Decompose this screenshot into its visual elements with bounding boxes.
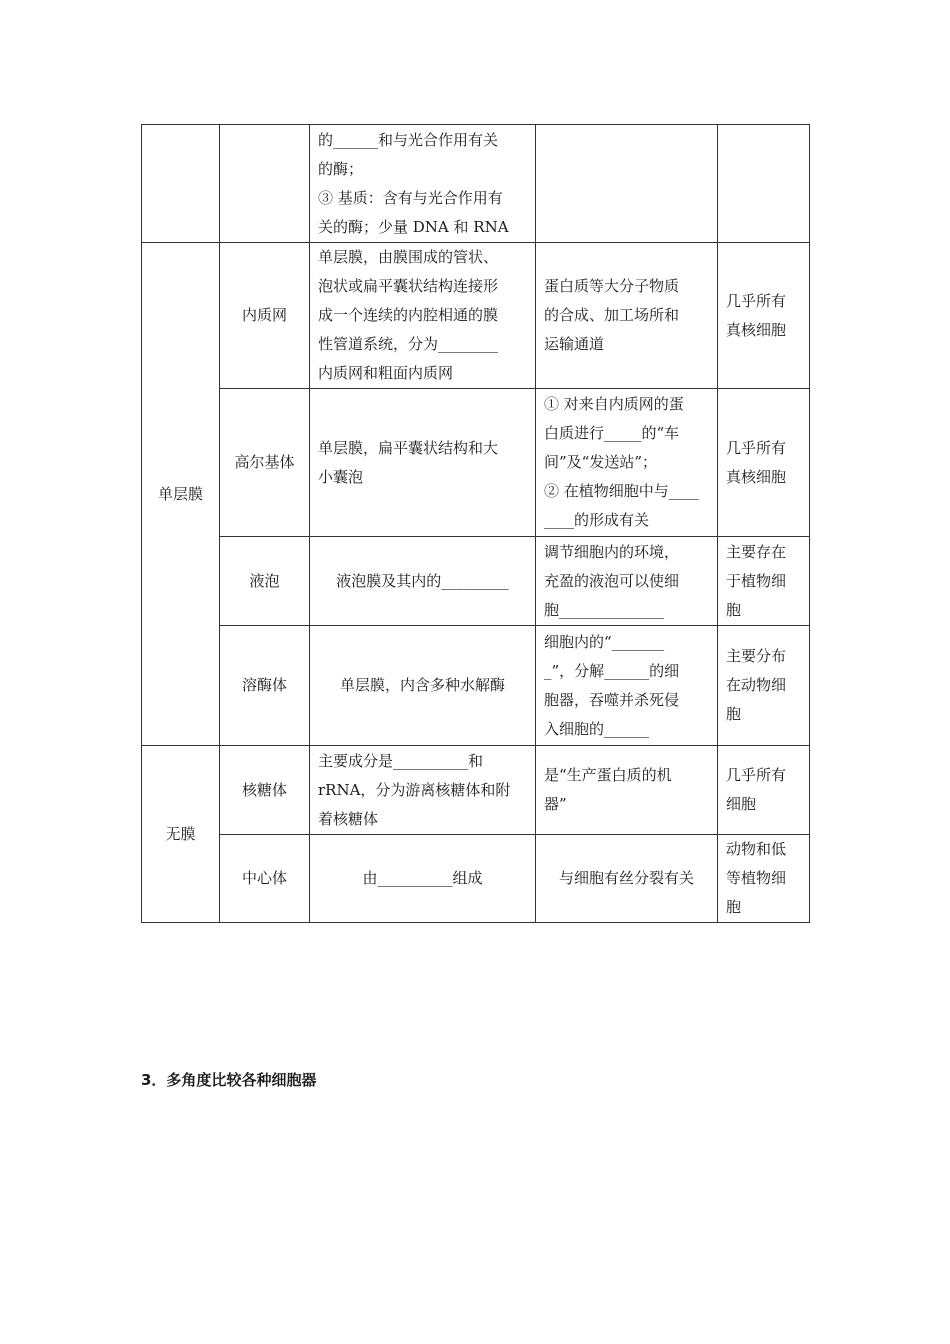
table-row (142, 125, 810, 243)
distribution-line: 主要分布 (726, 647, 787, 665)
table-row (142, 537, 810, 626)
distribution-cell (718, 125, 810, 243)
function-line: 调节细胞内的环境， (544, 542, 680, 561)
organelle-table (141, 124, 810, 923)
distribution-line: 在动物细 (726, 676, 787, 694)
function-line: 白质进行_____的“车 (544, 424, 680, 442)
structure-cell (310, 389, 536, 537)
table-row (142, 835, 810, 923)
function-cell (536, 389, 718, 537)
distribution-line: 细胞 (726, 795, 757, 813)
structure-line: ③ 基质：含有与光合作用有 (318, 188, 503, 207)
distribution-cell (718, 626, 810, 746)
structure-line: 单层膜，内含多种水解酶 (339, 676, 505, 694)
structure-line: rRNA，分为游离核糖体和附 (318, 780, 511, 799)
function-line: 是“生产蛋白质的机 (544, 766, 672, 784)
function-line: 胞器，吞噬并杀死侵 (544, 690, 680, 709)
structure-cell (310, 626, 536, 746)
distribution-cell (718, 835, 810, 923)
category-label: 单层膜 (157, 484, 203, 503)
function-line: _”，分解______的细 (544, 661, 680, 680)
distribution-line: 几乎所有 (726, 766, 787, 784)
function-line: 胞______________ (544, 600, 665, 619)
function-line: 间”及“发送站”； (544, 453, 658, 471)
distribution-cell (718, 537, 810, 626)
organelle-name-cell (220, 243, 310, 389)
organelle-name-cell (220, 125, 310, 243)
table-row (142, 389, 810, 537)
distribution-cell (718, 746, 810, 835)
function-line: 运输通道 (544, 335, 605, 353)
distribution-line: 几乎所有 (726, 291, 787, 310)
function-cell (536, 243, 718, 389)
function-cell (536, 537, 718, 626)
distribution-line: 真核细胞 (726, 320, 787, 339)
structure-line: 主要成分是__________和 (318, 751, 484, 770)
function-line: 器” (544, 795, 567, 813)
table-row (142, 243, 810, 389)
function-cell (536, 125, 718, 243)
function-line: 蛋白质等大分子物质 (544, 277, 680, 295)
structure-line: 成一个连续的内腔相通的膜 (318, 306, 499, 324)
function-line: 与细胞有丝分裂有关 (558, 869, 694, 887)
structure-line: 小囊泡 (318, 467, 364, 486)
distribution-cell (718, 243, 810, 389)
structure-line: 内质网和粗面内质网 (318, 364, 454, 382)
structure-cell (310, 243, 536, 389)
structure-cell (310, 835, 536, 923)
table-row (142, 746, 810, 835)
structure-line: 由__________组成 (362, 869, 483, 887)
structure-cell (310, 537, 536, 626)
structure-line: 液泡膜及其内的_________ (336, 571, 509, 590)
section-title: 3．多角度比较各种细胞器 (141, 1071, 317, 1089)
structure-line: 关的酶；少量 DNA 和 RNA (318, 217, 509, 236)
function-cell (536, 746, 718, 835)
distribution-line: 胞 (726, 898, 742, 916)
structure-line: 单层膜，扁平囊状结构和大 (318, 438, 499, 457)
organelle-name-cell (220, 537, 310, 626)
table-row (142, 626, 810, 746)
category-cell (142, 125, 220, 243)
distribution-line: 胞 (726, 600, 742, 619)
function-line: 细胞内的“_______ (544, 632, 665, 651)
organelle-name-cell (220, 626, 310, 746)
distribution-line: 主要存在 (726, 542, 787, 561)
structure-cell (310, 746, 536, 835)
organelle-name: 中心体 (241, 869, 287, 887)
structure-line: 的酶； (318, 159, 364, 178)
organelle-name-cell (220, 389, 310, 537)
function-cell (536, 626, 718, 746)
function-line: 充盈的液泡可以使细 (544, 571, 680, 590)
structure-line: 性管道系统，分为________ (318, 335, 499, 353)
organelle-name-cell (220, 835, 310, 923)
category-label: 无膜 (165, 824, 196, 843)
organelle-name: 核糖体 (241, 780, 287, 799)
distribution-line: 胞 (726, 705, 742, 723)
function-line: 入细胞的______ (544, 719, 650, 738)
distribution-line: 动物和低 (726, 840, 787, 858)
structure-line: 着核糖体 (318, 809, 379, 828)
organelle-name: 液泡 (249, 571, 280, 590)
function-line: ② 在植物细胞中与____ (544, 482, 699, 500)
distribution-line: 于植物细 (726, 571, 787, 590)
distribution-cell (718, 389, 810, 537)
organelle-name-cell (220, 746, 310, 835)
organelle-name: 内质网 (241, 306, 287, 324)
structure-line: 单层膜，由膜围成的管状、 (318, 248, 499, 266)
structure-line: 泡状或扁平囊状结构连接形 (318, 277, 499, 295)
function-cell (536, 835, 718, 923)
category-cell (142, 243, 220, 746)
organelle-name: 溶酶体 (241, 676, 287, 694)
distribution-line: 真核细胞 (726, 467, 787, 486)
function-line: ____的形成有关 (544, 511, 650, 529)
distribution-line: 等植物细 (726, 869, 787, 887)
category-cell (142, 746, 220, 923)
organelle-name: 高尔基体 (234, 453, 295, 471)
function-line: ① 对来自内质网的蛋 (544, 395, 684, 413)
structure-cell (310, 125, 536, 243)
function-line: 的合成、加工场所和 (544, 306, 680, 324)
structure-line: 的______和与光合作用有关 (318, 130, 499, 149)
distribution-line: 几乎所有 (726, 438, 787, 457)
